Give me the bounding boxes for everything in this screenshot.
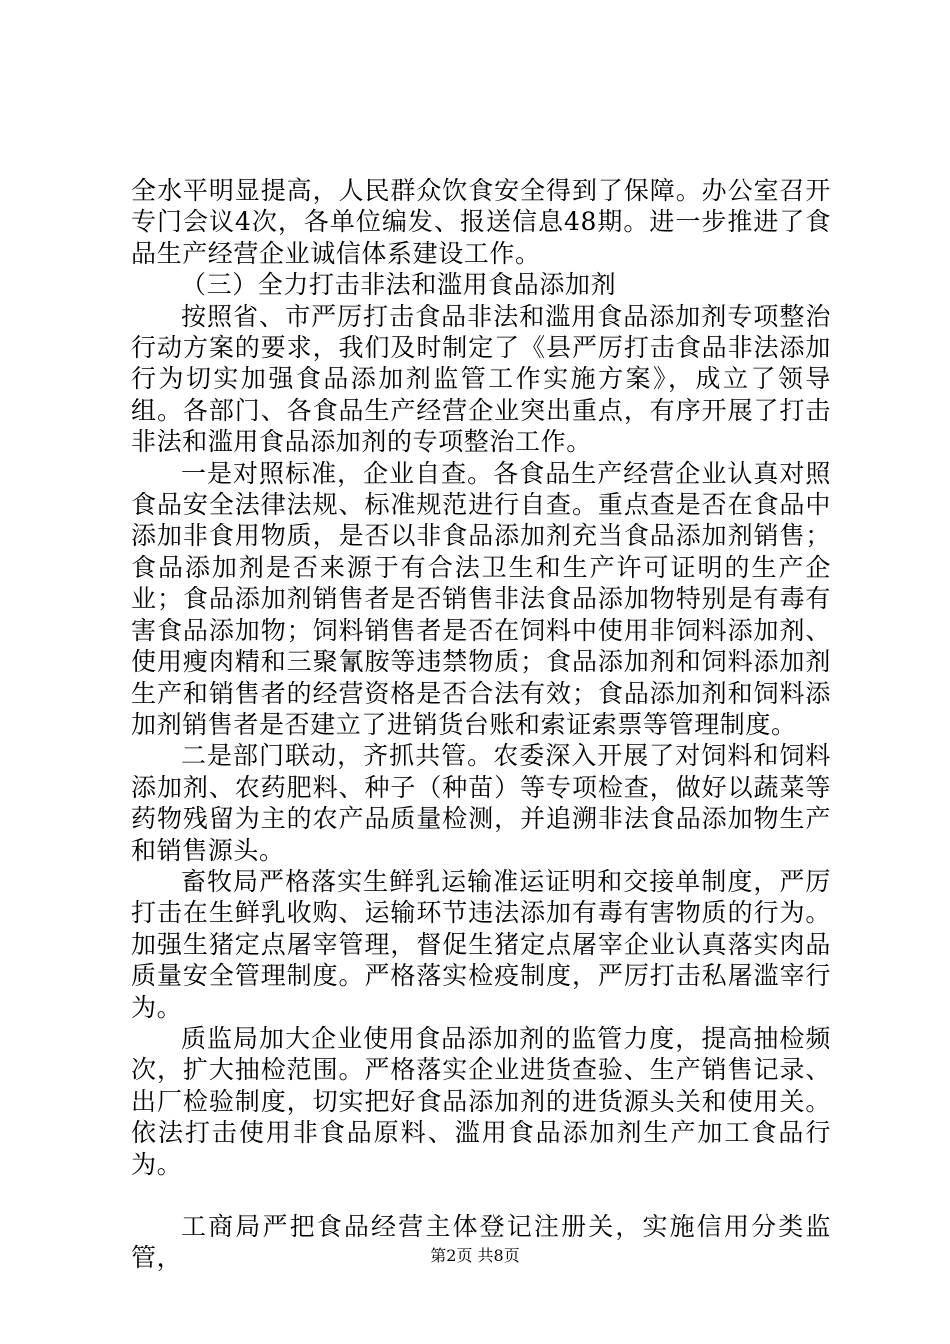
paragraph: 质监局加大企业使用食品添加剂的监管力度，提高抽检频次，扩大抽检范围。严格落实企业进货查验、生产销售记录、出厂检验制度，切实把好食品添加剂的进货源头关和使用关。依法打击使用非食品原料、滥用食品添加剂生产加工食品行为。 <box>131 1023 831 1179</box>
document-body <box>131 175 831 1274</box>
paragraph: 按照省、市严厉打击食品非法和滥用食品添加剂专项整治行动方案的要求，我们及时制定了《县严厉打击食品非法添加行为切实加强食品添加剂监管工作实施方案》，成立了领导组。各部门、各食品生产经营企业突出重点，有序开展了打击非法和滥用食品添加剂的专项整治工作。 <box>131 301 831 457</box>
paragraph-continuation: 全水平明显提高，人民群众饮食安全得到了保障。办公室召开专门会议4次，各单位编发、报送信息48期。进一步推进了食品生产经营企业诚信体系建设工作。 <box>131 176 831 268</box>
paragraph: 畜牧局严格落实生鲜乳运输准运证明和交接单制度，严厉打击在生鲜乳收购、运输环节违法添加有毒有害物质的行为。加强生猪定点屠宰管理，督促生猪定点屠宰企业认真落实肉品质量安全管理制度。严格落实检疫制度，严厉打击私屠滥宰行为。 <box>131 866 831 1022</box>
paragraph: 一是对照标准，企业自查。各食品生产经营企业认真对照食品安全法律法规、标准规范进行自查。重点查是否在食品中添加非食用物质，是否以非食品添加剂充当食品添加剂销售；食品添加剂是否来源于有合法卫生和生产许可证明的生产企业；食品添加剂销售者是否销售非法食品添加物特别是有毒有害食品添加物；饲料销售者是否在饲料中使用非饲料添加剂、使用瘦肉精和三聚氰胺等违禁物质；食品添加剂和饲料添加剂生产和销售者的经营资格是否合法有效；食品添加剂和饲料添加剂销售者是否建立了进销货台账和索证索票等管理制度。 <box>131 458 831 739</box>
page-number-footer: 第2页 共8页 <box>430 1246 520 1265</box>
section-heading: （三）全力打击非法和滥用食品添加剂 <box>181 270 617 300</box>
paragraph: 二是部门联动，齐抓共管。农委深入开展了对饲料和饲料添加剂、农药肥料、种子（种苗）等专项检查，做好以蔬菜等药物残留为主的农产品质量检测，并追溯非法食品添加物生产和销售源头。 <box>131 741 831 865</box>
paragraph: 工商局严把食品经营主体登记注册关，实施信用分类监管， <box>131 1212 831 1273</box>
